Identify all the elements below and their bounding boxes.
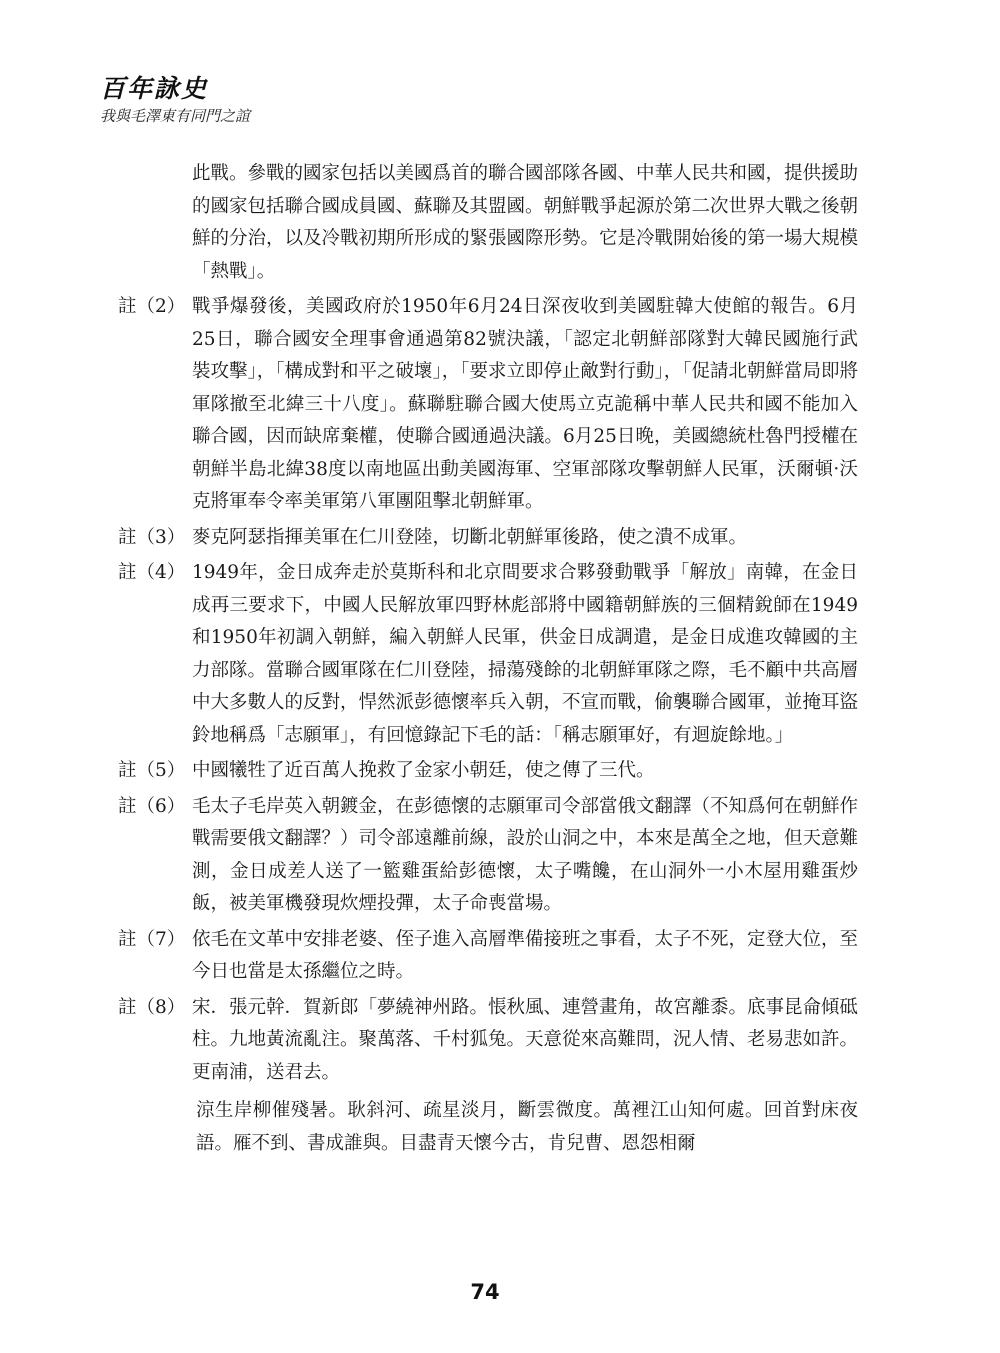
- footnote-text: 依毛在文革中安排老婆、侄子進入高層準備接班之事看，太子不死，定登大位，至今日也當是太孫繼位之時。: [192, 928, 859, 982]
- book-subtitle: 我與毛澤東有同門之誼: [100, 107, 251, 125]
- footnote-4: [118, 557, 858, 752]
- running-header: [100, 74, 250, 126]
- footnote-text: 麥克阿瑟指揮美軍在仁川登陸，切斷北朝鮮軍後路，使之潰不成軍。: [192, 526, 748, 548]
- footnote-8: [118, 992, 858, 1090]
- footnote-5: [118, 755, 858, 788]
- book-title: 百年詠史: [100, 74, 209, 103]
- footnote-label: 註（5）: [118, 760, 186, 781]
- footnote-label: 註（8）: [118, 996, 186, 1018]
- footnote-text: 中國犧牲了近百萬人挽救了金家小朝廷，使之傳了三代。: [192, 760, 655, 781]
- footnote-3: [118, 522, 858, 555]
- footnote-label: 註（4）: [118, 562, 186, 583]
- footnote-7: [118, 924, 858, 989]
- footnote-text: 1949年，金日成奔走於莫斯科和北京間要求合夥發動戰爭「解放」南韓，在金日成再三要求下，中國人民解放軍四野林彪部將中國籍朝鮮族的三個精銳師在1949和1950年初調入朝鮮，編入朝鮮人民軍，供金日成調遣，是金日成進攻韓國的主力部隊。當聯合國軍隊在仁川登陸，掃蕩殘餘的北朝鮮軍隊之際，毛不顧中共高層中大多數人的反對，悍然派彭德懷率兵入朝，不宣而戰，偷襲聯合國軍，並掩耳盜鈴地稱爲「志願軍」，有回憶錄記下毛的話：「稱志願軍好，有迴旋餘地。」: [192, 562, 859, 746]
- intro-paragraph: 此戰。參戰的國家包括以美國爲首的聯合國部隊各國、中華人民共和國，提供援助的國家包括聯合國成員國、蘇聯及其盟國。朝鮮戰爭起源於第二次世界大戰之後朝鮮的分治，以及冷戰初期所形成的緊張國際形勢。它是冷戰開始後的第一場大規模「熱戰」。: [192, 163, 859, 282]
- footnote-8-continuation: 涼生岸柳催殘暑。耿斜河、疏星淡月，斷雲微度。萬裡江山知何處。回首對床夜語。雁不到、書成誰與。目盡青天懷今古，肯兒曹、恩怨相爾: [196, 1100, 858, 1154]
- footnote-text: 宋．張元幹．賀新郎「夢繞神州路。悵秋風、連營畫角，故宮離黍。底事昆侖傾砥柱。九地黃流亂注。聚萬落、千村狐兔。天意從來高難問，況人情、老易悲如許。更南浦，送君去。: [192, 996, 859, 1083]
- footnote-6: [118, 791, 858, 921]
- footnote-label: 註（3）: [118, 526, 186, 548]
- footnote-label: 註（6）: [118, 795, 186, 817]
- footnote-text: 毛太子毛岸英入朝鍍金，在彭德懷的志願軍司令部當俄文翻譯（不知爲何在朝鮮作戰需要俄文翻譯？）司令部遠離前線，設於山洞之中，本來是萬全之地，但天意難測，金日成差人送了一籃雞蛋給彭德懷，太子嘴饞，在山洞外一小木屋用雞蛋炒飯，被美軍機發現炊煙投彈，太子命喪當場。: [192, 795, 859, 914]
- footnote-label: 註（7）: [118, 928, 186, 950]
- page-number: 74: [470, 1280, 500, 1304]
- page-body: [118, 158, 858, 1160]
- footnote-text: 戰爭爆發後，美國政府於1950年6月24日深夜收到美國駐韓大使館的報告。6月25日，聯合國安全理事會通過第82號決議，「認定北朝鮮部隊對大韓民國施行武裝攻擊」，「構成對和平之破壞」，「要求立即停止敵對行動」，「促請北朝鮮當局即將軍隊撤至北緯三十八度」。蘇聯駐聯合國大使馬立克詭稱中華人民共和國不能加入聯合國，因而缺席棄權，使聯合國通過決議。6月25日晚，美國總統杜魯門授權在朝鮮半島北緯38度以南地區出動美國海軍、空軍部隊攻擊朝鮮人民軍，沃爾頓·沃克將軍奉令率美軍第八軍團阻擊北朝鮮軍。: [192, 296, 859, 512]
- footnote-2: [118, 291, 858, 519]
- footnote-label: 註（2）: [118, 296, 186, 317]
